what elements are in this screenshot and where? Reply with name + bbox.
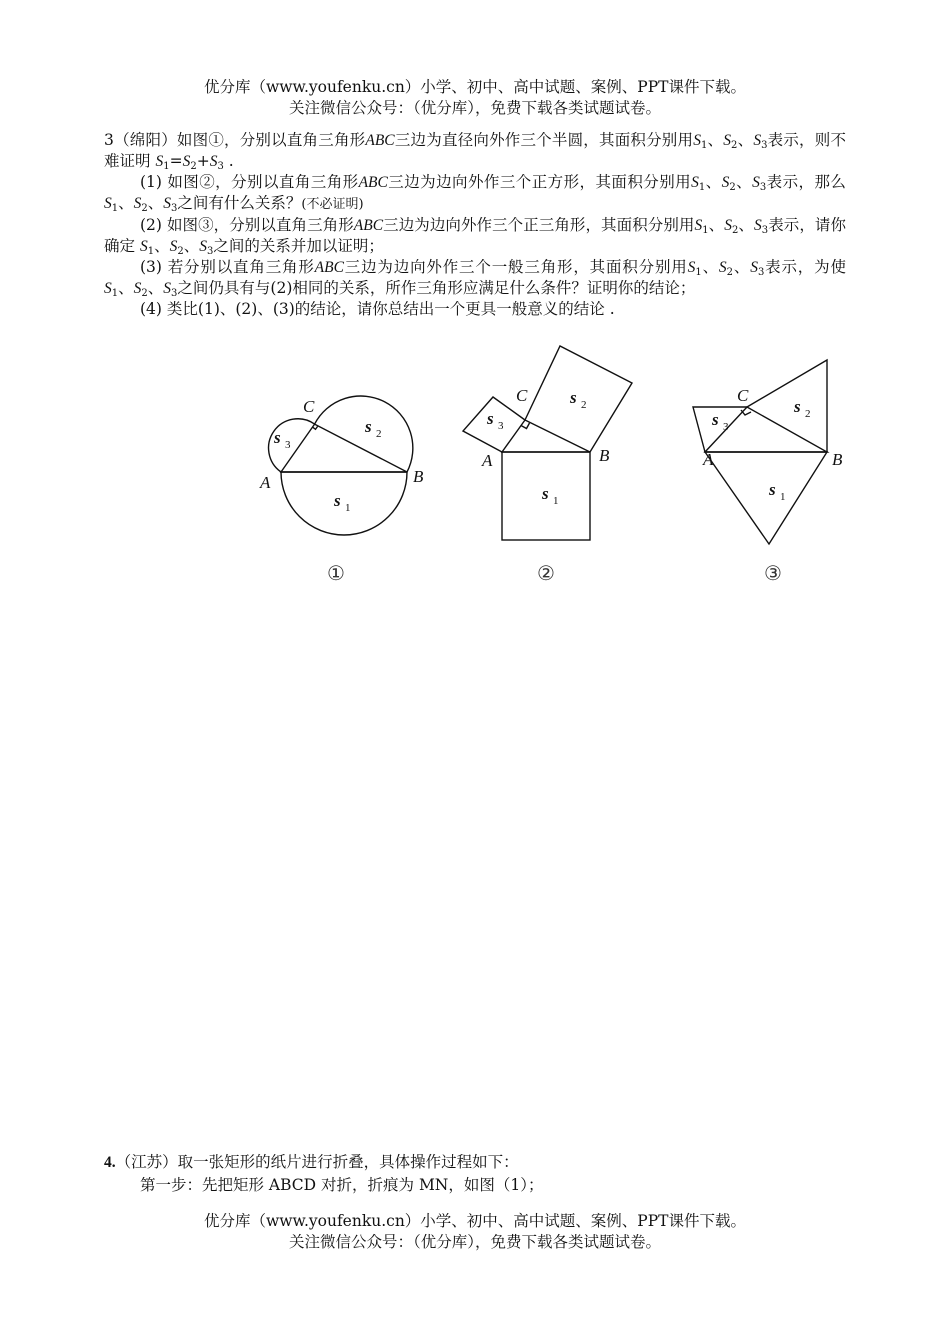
- fig1-caption: ①: [327, 561, 345, 585]
- fig3-right-angle-mark: [741, 410, 751, 415]
- fig3-sub-1: 1: [780, 491, 786, 503]
- fig1-sub-1: 1: [345, 502, 351, 514]
- fig3-label-b: B: [832, 450, 843, 469]
- fig2-square-s2: [525, 346, 632, 452]
- fig1-sub-3: 3: [285, 439, 291, 451]
- fig1-label-c: C: [303, 397, 315, 416]
- q4-source: （江苏）: [115, 1153, 178, 1171]
- q3-part-2: (2) 如图③，分别以直角三角形ABC三边为边向外作三个正三角形，其面积分别用$S_1$、$S_2$、$S_3$表示，请你确定 $S_1$、$S_2$、$S_3$之间的关系并加以证明；: [104, 216, 846, 257]
- footer-line-1: 优分库（www.youfenku.cn）小学、初中、高中试题、案例、PPT课件下载。: [203, 1212, 747, 1230]
- fig3-triangle-s3: [693, 407, 747, 452]
- q3-figures-svg: [250, 345, 850, 590]
- fig1-semicircle-s2: [315, 396, 413, 472]
- q4-number: 4.: [104, 1154, 116, 1171]
- figure-1-semicircles: [269, 396, 413, 535]
- q3-part-3: (3) 若分别以直角三角形ABC三边为边向外作三个一般三角形，其面积分别用$S_1$、$S_2$、$S_3$表示，为使 $S_1$、$S_2$、$S_3$之间仍具有与(2)相同的关系，所作三角形应满足什么条件？证明你的结论；: [104, 258, 846, 299]
- question-4: [104, 1151, 846, 1197]
- fig3-label-s2: s: [794, 397, 801, 416]
- q3-figures: [250, 345, 850, 590]
- fig1-label-s2: s: [365, 417, 372, 436]
- q4-intro: 4.（江苏）取一张矩形的纸片进行折叠，具体操作过程如下：: [104, 1153, 519, 1171]
- fig2-label-s1: s: [542, 484, 549, 503]
- q3-source: （绵阳）: [113, 131, 177, 149]
- fig2-label-b: B: [599, 446, 610, 465]
- fig3-triangle-s1: [705, 452, 827, 544]
- q3-part-1: (1) 如图②，分别以直角三角形ABC三边为边向外作三个正方形，其面积分别用$S_1$、$S_2$、$S_3$表示，那么 $S_1$、$S_2$、$S_3$之间有什么关系？(不必证明): [104, 173, 846, 214]
- fig3-label-c: C: [737, 386, 749, 405]
- fig1-label-a: A: [260, 473, 271, 492]
- q3-part-1-note: (不必证明): [301, 197, 364, 212]
- fig1-triangle-abc: [281, 424, 407, 472]
- header-line-2: 关注微信公众号：（优分库），免费下载各类试题试卷。: [288, 99, 661, 117]
- fig3-label-s3: s: [712, 410, 719, 429]
- footer-line-2: 关注微信公众号：（优分库），免费下载各类试题试卷。: [288, 1233, 661, 1251]
- fig2-caption: ②: [537, 561, 555, 585]
- page-footer: [0, 1211, 950, 1253]
- fig2-label-c: C: [516, 386, 528, 405]
- q3-number: 3: [104, 131, 114, 149]
- fig1-right-angle-mark: [313, 426, 318, 429]
- fig1-label-s3: s: [274, 428, 281, 447]
- fig3-sub-2: 2: [805, 408, 811, 420]
- fig1-sub-2: 2: [376, 428, 382, 440]
- fig2-sub-2: 2: [581, 399, 587, 411]
- fig1-semicircle-s1: [281, 472, 407, 535]
- fig2-sub-3: 3: [498, 420, 504, 432]
- fig1-label-s1: s: [334, 491, 341, 510]
- question-3: [104, 130, 846, 320]
- fig3-label-s1: s: [769, 480, 776, 499]
- header-line-1: 优分库（www.youfenku.cn）小学、初中、高中试题、案例、PPT课件下载。: [203, 78, 747, 96]
- fig3-triangle-s2: [747, 360, 827, 452]
- fig2-triangle-abc: [502, 420, 590, 452]
- figure-2-squares: [463, 346, 632, 540]
- fig3-sub-3: 3: [723, 421, 729, 433]
- fig2-label-a: A: [482, 451, 493, 470]
- fig2-label-s3: s: [487, 409, 494, 428]
- q4-step-1: 第一步：先把矩形 ABCD 对折，折痕为 MN，如图（1）；: [140, 1176, 544, 1194]
- q3-part-4: (4) 类比(1)、(2)、(3)的结论，请你总结出一个更具一般意义的结论 .: [140, 300, 615, 318]
- fig2-sub-1: 1: [553, 495, 559, 507]
- fig2-square-s3: [463, 397, 525, 452]
- q3-intro: 3（绵阳）如图①，分别以直角三角形ABC三边为直径向外作三个半圆，其面积分别用$S_1$、$S_2$、$S_3$表示，则不难证明 $S_1=S_2+S_3$ .: [104, 131, 846, 172]
- fig2-label-s2: s: [570, 388, 577, 407]
- fig3-caption: ③: [764, 561, 782, 585]
- fig3-label-a: A: [703, 450, 714, 469]
- fig1-label-b: B: [413, 467, 424, 486]
- page-header: [0, 77, 950, 119]
